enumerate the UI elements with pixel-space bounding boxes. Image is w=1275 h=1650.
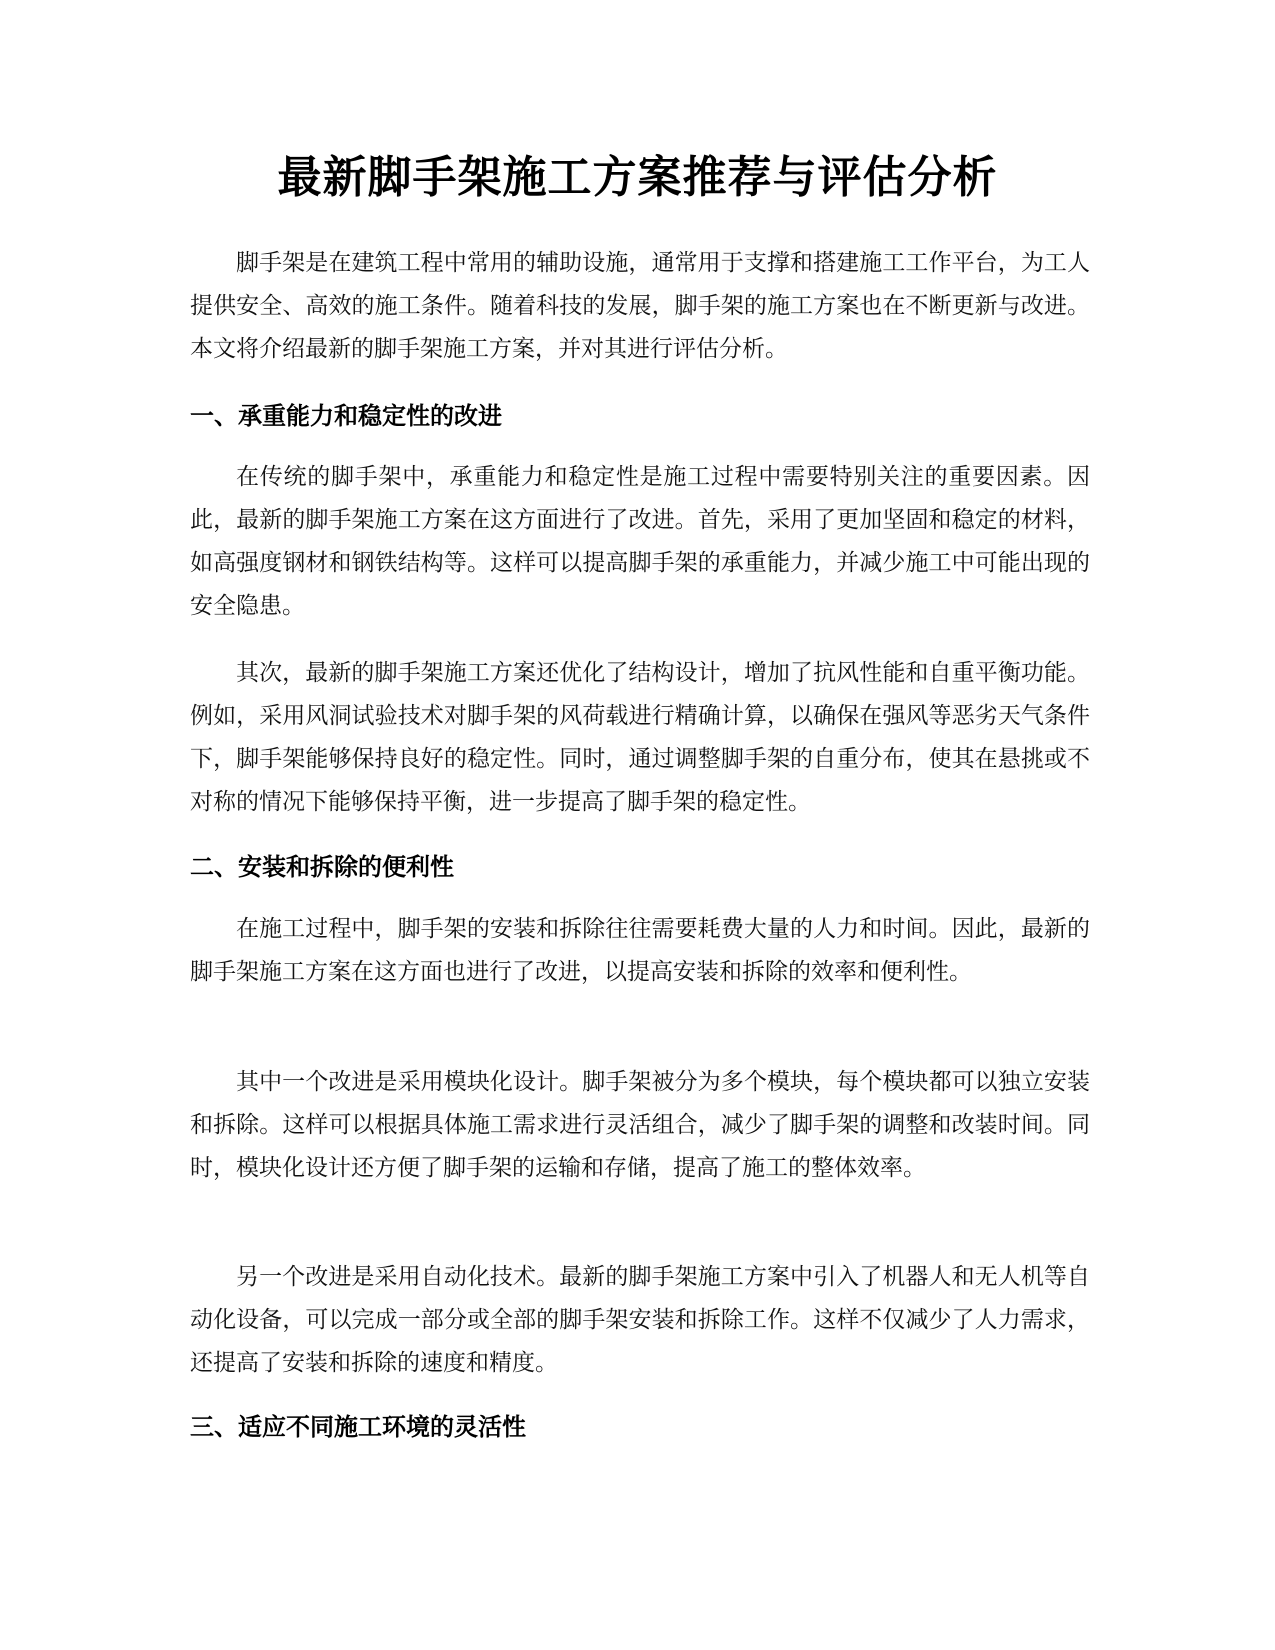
section-heading-1: 一、承重能力和稳定性的改进: [190, 402, 502, 430]
section-1-paragraph-2: 其次，最新的脚手架施工方案还优化了结构设计，增加了抗风性能和自重平衡功能。例如，采用风洞试验技术对脚手架的风荷载进行精确计算，以确保在强风等恶劣天气条件下，脚手架能够保持良好的稳定性。同时，通过调整脚手架的自重分布，使其在悬挑或不对称的情况下能够保持平衡，进一步提高了脚手架的稳定性。: [190, 660, 1090, 815]
section-1-paragraph-1: 在传统的脚手架中，承重能力和稳定性是施工过程中需要特别关注的重要因素。因此，最新的脚手架施工方案在这方面进行了改进。首先，采用了更加坚固和稳定的材料，如高强度钢材和钢铁结构等。这样可以提高脚手架的承重能力，并减少施工中可能出现的安全隐患。: [190, 464, 1090, 619]
intro-paragraph: 脚手架是在建筑工程中常用的辅助设施，通常用于支撑和搭建施工工作平台，为工人提供安全、高效的施工条件。随着科技的发展，脚手架的施工方案也在不断更新与改进。本文将介绍最新的脚手架施工方案，并对其进行评估分析。: [190, 250, 1090, 362]
section-2-paragraph-3: 另一个改进是采用自动化技术。最新的脚手架施工方案中引入了机器人和无人机等自动化设备，可以完成一部分或全部的脚手架安装和拆除工作。这样不仅减少了人力需求，还提高了安装和拆除的速度和精度。: [190, 1264, 1090, 1376]
document-title: 最新脚手架施工方案推荐与评估分析: [277, 152, 998, 203]
section-2-paragraph-2: 其中一个改进是采用模块化设计。脚手架被分为多个模块，每个模块都可以独立安装和拆除。这样可以根据具体施工需求进行灵活组合，减少了脚手架的调整和改装时间。同时，模块化设计还方便了脚手架的运输和存储，提高了施工的整体效率。: [190, 1069, 1090, 1181]
section-2-paragraph-1: 在施工过程中，脚手架的安装和拆除往往需要耗费大量的人力和时间。因此，最新的脚手架施工方案在这方面也进行了改进，以提高安装和拆除的效率和便利性。: [190, 916, 1090, 985]
section-heading-3: 三、适应不同施工环境的灵活性: [190, 1413, 526, 1441]
section-heading-2: 二、安装和拆除的便利性: [190, 853, 454, 881]
